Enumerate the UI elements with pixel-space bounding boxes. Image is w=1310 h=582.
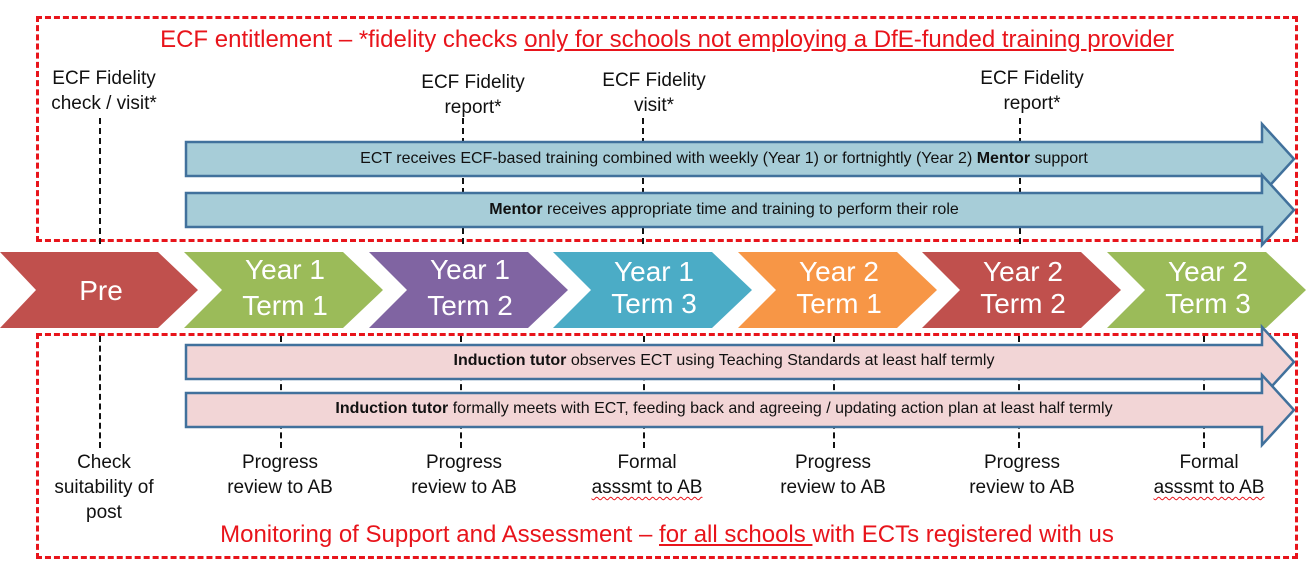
chevron-label-y2t2: Year 2 Term 2 — [980, 256, 1066, 319]
checkpoint-formal-y1t3: Formal asssmt to AB — [591, 452, 703, 498]
checkpoint-formal-y2t3: Formal asssmt to AB — [1153, 452, 1265, 498]
title-prefix: ECF entitlement – *fidelity checks — [160, 26, 525, 53]
monitoring-title-underlined: for all schools — [659, 521, 813, 548]
monitoring-title-suffix: with ECTs registered with us — [812, 521, 1114, 548]
chevron-label-y2t3: Year 2 Term 3 — [1165, 256, 1251, 319]
banner-meets-text: Induction tutor formally meets with ECT, feeding back and agreeing / updating action plan at least half termly — [335, 400, 1113, 417]
checkpoint-progress-y1t2: Progress review to AB — [411, 452, 517, 498]
chevron-label-y2t1: Year 2 Term 1 — [796, 256, 882, 319]
checkpoint-fidelity-visit: ECF Fidelity visit* — [602, 70, 706, 116]
monitoring-title-prefix: Monitoring of Support and Assessment – — [220, 521, 660, 548]
checkpoint-fidelity-report-2: ECF Fidelity report* — [980, 68, 1084, 114]
chevron-label-pre: Pre — [79, 275, 123, 306]
checkpoint-progress-y2t2: Progress review to AB — [969, 452, 1075, 498]
checkpoint-fidelity-report-1: ECF Fidelity report* — [421, 72, 525, 118]
checkpoint-progress-y2t1: Progress review to AB — [780, 452, 886, 498]
checkpoint-suitability: Check suitability of post — [54, 452, 154, 523]
banner-observes-text: Induction tutor observes ECT using Teaching Standards at least half termly — [453, 352, 995, 369]
checkpoint-progress-y1t1: Progress review to AB — [227, 452, 333, 498]
chevron-label-y1t1: Year 1 Term 1 — [242, 254, 328, 321]
chevron-label-y1t2: Year 1 Term 2 — [427, 254, 513, 321]
title-underlined: only for schools not employing a DfE-funded training provider — [524, 26, 1174, 53]
checkpoint-fidelity-check: ECF Fidelity check / visit* — [51, 68, 157, 114]
chevron-label-y1t3: Year 1 Term 3 — [611, 256, 697, 319]
banner-mentor-time-text: Mentor receives appropriate time and training to perform their role — [489, 201, 959, 218]
monitoring-title — [36, 521, 1298, 549]
banner-ecf-training-text: ECT receives ECF-based training combined with weekly (Year 1) or fortnightly (Year 2) Mentor support — [360, 150, 1088, 167]
